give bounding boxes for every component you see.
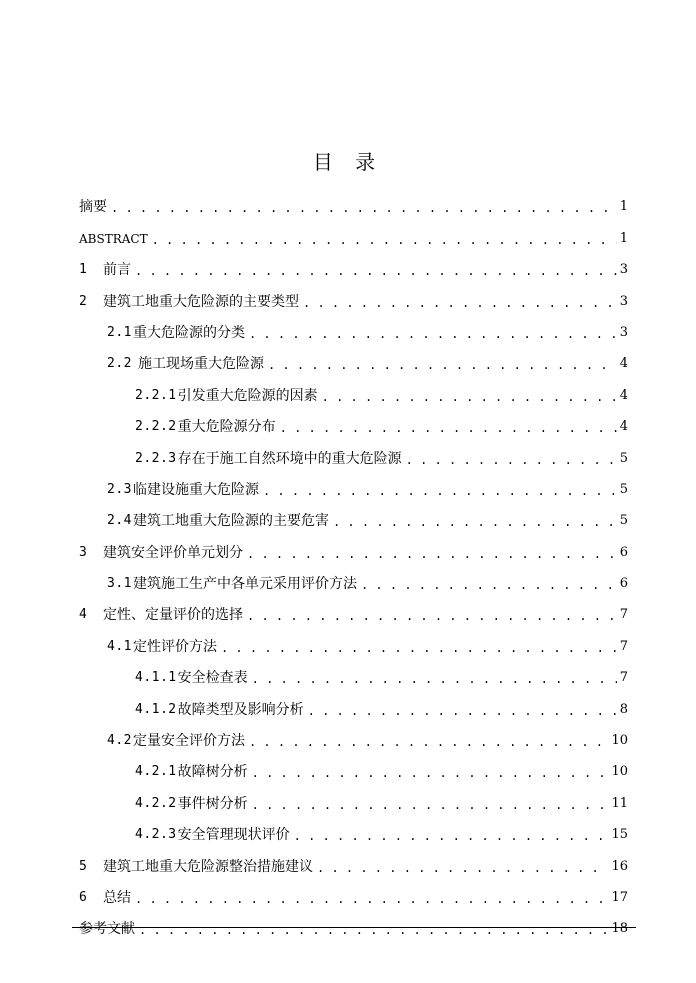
toc-page-number: 3 xyxy=(619,262,628,278)
toc-entry-label: 事件树分析 xyxy=(177,795,248,812)
toc-page-number: 7 xyxy=(619,670,628,686)
toc-page-number: 6 xyxy=(619,576,628,592)
toc-page-number: 1 xyxy=(619,199,628,215)
toc-dot-leader xyxy=(111,200,617,216)
toc-entry[interactable] xyxy=(79,468,628,499)
toc-page-number: 10 xyxy=(611,733,628,749)
toc-entry[interactable] xyxy=(79,279,628,310)
toc-page-number: 3 xyxy=(619,324,628,340)
toc-entry-label: 摘要 xyxy=(79,199,107,216)
toc-entry-number: 4 xyxy=(79,607,88,623)
toc-entry-label: 故障树分析 xyxy=(177,764,248,781)
toc-entry[interactable] xyxy=(79,185,628,216)
toc-entry[interactable] xyxy=(79,719,628,750)
toc-dot-leader xyxy=(135,263,617,279)
toc-entry[interactable] xyxy=(79,373,628,404)
toc-entry-number: 2 xyxy=(79,293,88,309)
toc-entry-number: 2.2.3 xyxy=(135,450,177,466)
toc-entry-number: 2.2 xyxy=(107,356,132,372)
toc-page-number: 7 xyxy=(619,607,628,623)
toc-entry[interactable] xyxy=(79,562,628,593)
toc-entry-label: 故障类型及影响分析 xyxy=(177,701,304,718)
toc-entry[interactable] xyxy=(79,342,628,373)
toc-entry-number: 4.2.2 xyxy=(135,795,177,811)
toc-heading: 目 录 xyxy=(312,150,384,174)
toc-entry-number: 5 xyxy=(79,858,88,874)
toc-entry-number: 4.1.2 xyxy=(135,701,177,717)
toc-page-number: 5 xyxy=(619,450,628,466)
toc-entry[interactable] xyxy=(79,436,628,467)
toc-entry-label: 定性、定量评价的选择 xyxy=(103,607,243,624)
toc-entry[interactable] xyxy=(79,405,628,436)
toc-entry-number: 2.1 xyxy=(107,324,132,340)
toc-entry-number: 2.3 xyxy=(107,481,132,497)
toc-entry-number: 6 xyxy=(79,889,88,905)
toc-entry[interactable] xyxy=(79,687,628,718)
toc-page-number: 4 xyxy=(619,419,628,435)
toc-entry-label: 前言 xyxy=(103,262,131,279)
toc-dot-leader xyxy=(252,797,609,813)
toc-entry[interactable] xyxy=(79,248,628,279)
toc-entry[interactable] xyxy=(79,530,628,561)
toc-dot-leader xyxy=(252,765,609,781)
toc-entry-label: ABSTRACT xyxy=(79,231,148,246)
toc-dot-leader xyxy=(249,734,608,750)
toc-page-number: 1 xyxy=(619,230,628,246)
toc-page-number: 15 xyxy=(611,827,628,843)
toc-entry-number: 3 xyxy=(79,544,88,560)
toc-entry-number: 3.1 xyxy=(107,576,132,592)
toc-dot-leader xyxy=(249,326,617,342)
toc-dot-leader xyxy=(139,922,608,938)
toc-page-number: 10 xyxy=(611,764,628,780)
toc-page-number: 5 xyxy=(619,513,628,529)
toc-entry-label: 存在于施工自然环境中的重大危险源 xyxy=(177,450,402,467)
toc-entry-label: 施工现场重大危险源 xyxy=(137,356,264,373)
toc-dot-leader xyxy=(263,483,617,499)
toc-entry-label: 安全管理现状评价 xyxy=(177,827,290,844)
toc-entry-number: 1 xyxy=(79,262,88,278)
footer-divider xyxy=(72,927,636,928)
toc-dot-leader xyxy=(268,357,617,373)
toc-entry[interactable] xyxy=(79,876,628,907)
toc-dot-leader xyxy=(333,514,617,530)
toc-dot-leader xyxy=(294,828,609,844)
toc-entry-label: 建筑工地重大危险源的主要类型 xyxy=(103,293,299,310)
toc-dot-leader xyxy=(247,546,617,562)
toc-entry[interactable] xyxy=(79,593,628,624)
toc-entry-label: 建筑工地重大危险源的主要危害 xyxy=(132,513,329,530)
toc-dot-leader xyxy=(303,295,617,311)
toc-page-number: 5 xyxy=(619,481,628,497)
toc-page-number: 4 xyxy=(619,356,628,372)
toc-dot-leader xyxy=(280,420,617,436)
toc-entry-label: 总结 xyxy=(103,889,131,906)
toc-page-number: 18 xyxy=(611,921,628,937)
table-of-contents xyxy=(79,185,628,938)
toc-entry[interactable] xyxy=(79,907,628,938)
toc-dot-leader xyxy=(361,577,617,593)
toc-dot-leader xyxy=(308,703,617,719)
toc-entry[interactable] xyxy=(79,656,628,687)
toc-entry-number: 4.2.3 xyxy=(135,827,177,843)
toc-dot-leader xyxy=(406,452,617,468)
toc-page-number: 8 xyxy=(619,701,628,717)
toc-page-number: 17 xyxy=(611,889,628,905)
toc-entry-number: 2.4 xyxy=(107,513,132,529)
toc-page-number: 7 xyxy=(619,638,628,654)
toc-entry-number: 4.2 xyxy=(107,733,132,749)
toc-page-number: 4 xyxy=(619,387,628,403)
toc-page-number: 16 xyxy=(611,858,628,874)
toc-entry[interactable] xyxy=(79,813,628,844)
toc-dot-leader xyxy=(252,671,617,687)
toc-entry[interactable] xyxy=(79,624,628,655)
toc-entry-label: 参考文献 xyxy=(79,921,135,938)
toc-entry-label: 建筑施工生产中各单元采用评价方法 xyxy=(132,576,357,593)
toc-entry[interactable] xyxy=(79,781,628,812)
toc-entry-label: 定量安全评价方法 xyxy=(132,733,245,750)
toc-entry-label: 定性评价方法 xyxy=(132,638,217,655)
toc-dot-leader xyxy=(221,640,617,656)
toc-entry-label: 安全检查表 xyxy=(177,670,248,687)
toc-dot-leader xyxy=(247,608,617,624)
toc-entry-label: 重大危险源分布 xyxy=(177,419,276,436)
toc-page-number: 6 xyxy=(619,544,628,560)
toc-entry[interactable] xyxy=(79,844,628,875)
toc-dot-leader xyxy=(135,891,608,907)
toc-entry-number: 2.2.2 xyxy=(135,419,177,435)
toc-entry[interactable] xyxy=(79,750,628,781)
toc-entry[interactable] xyxy=(79,499,628,530)
toc-entry-number: 4.1.1 xyxy=(135,670,177,686)
toc-entry-number: 4.2.1 xyxy=(135,764,177,780)
toc-entry-label: 重大危险源的分类 xyxy=(132,324,245,341)
toc-page-number: 3 xyxy=(619,293,628,309)
toc-entry[interactable] xyxy=(79,216,628,247)
toc-entry-label: 建筑工地重大危险源整治措施建议 xyxy=(103,858,313,875)
toc-entry-number: 4.1 xyxy=(107,638,132,654)
toc-dot-leader xyxy=(317,860,608,876)
toc-entry[interactable] xyxy=(79,311,628,342)
toc-entry-label: 建筑安全评价单元划分 xyxy=(103,544,243,561)
toc-dot-leader xyxy=(322,389,617,405)
toc-dot-leader xyxy=(152,232,617,248)
toc-entry-label: 临建设施重大危险源 xyxy=(132,481,259,498)
toc-entry-number: 2.2.1 xyxy=(135,387,177,403)
toc-page-number: 11 xyxy=(611,795,628,811)
toc-entry-label: 引发重大危险源的因素 xyxy=(177,387,318,404)
